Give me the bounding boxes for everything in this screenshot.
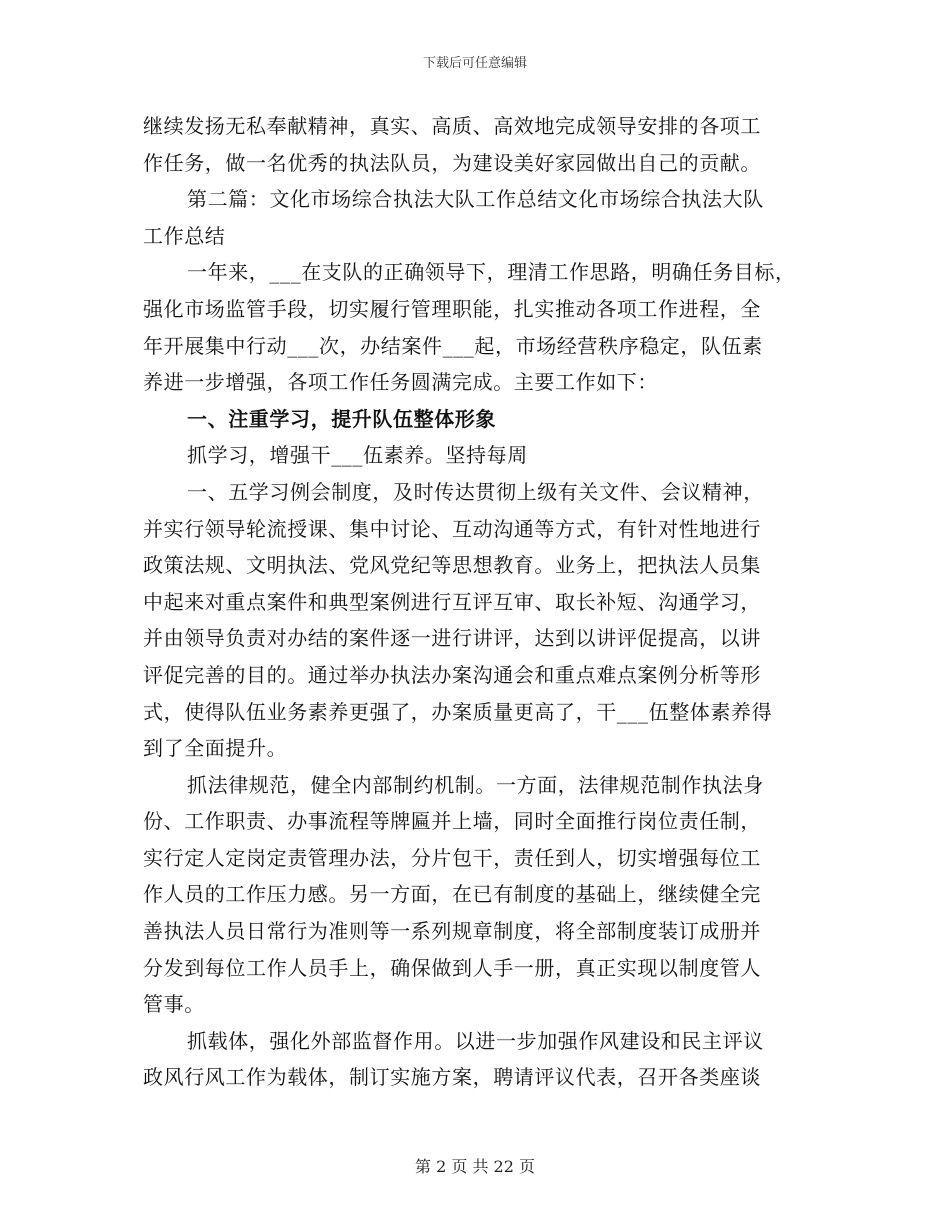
- body-line: 年开展集中行动___次，办结案件___起，市场经营秩序稳定，队伍素: [143, 333, 763, 358]
- header-note: 下载后可任意编辑: [422, 56, 527, 71]
- subheading: 一、注重学习，提升队伍整体形象: [187, 406, 496, 431]
- body-line: 管事。: [143, 992, 205, 1017]
- body-line: 作人员的工作压力感。另一方面，在已有制度的基础上，继续健全完: [143, 882, 761, 907]
- body-line: 到了全面提升。: [143, 736, 288, 761]
- body-line: 继续发扬无私奉献精神，真实、高质、高效地完成领导安排的各项工: [143, 114, 761, 138]
- body-line: 分发到每位工作人员手上，确保做到人手一册，真正实现以制度管人: [143, 955, 761, 980]
- section-title-line: 工作总结: [143, 223, 226, 248]
- body-line: 式，使得队伍业务素养更强了，办案质量更高了，干___伍整体素养得: [143, 699, 773, 724]
- body-line: 并实行领导轮流授课、集中讨论、互动沟通等方式，有针对性地进行: [143, 516, 761, 541]
- body-line: 抓载体，强化外部监督作用。以进一步加强作风建设和民主评议: [187, 1028, 764, 1053]
- body-line: 政风行风工作为载体，制订实施方案，聘请评议代表，召开各类座谈: [143, 1065, 761, 1090]
- body-line: 实行定人定岗定责管理办法，分片包干，责任到人，切实增强每位工: [143, 845, 761, 870]
- body-line: 政策法规、文明执法、党风党纪等思想教育。业务上，把执法人员集: [143, 553, 761, 578]
- body-line: 善执法人员日常行为准则等一系列规章制度，将全部制度装订成册并: [143, 919, 761, 944]
- body-line: 抓法律规范，健全内部制约机制。一方面，法律规范制作执法身: [187, 772, 764, 797]
- section-title-line: 第二篇：文化市场综合执法大队工作总结文化市场综合执法大队: [187, 187, 764, 212]
- body-line: 评促完善的目的。通过举办执法办案沟通会和重点难点案例分析等形: [143, 662, 761, 687]
- body-line: 一年来，___在支队的正确领导下，理清工作思路，明确任务目标，: [187, 260, 796, 285]
- body-line: 作任务，做一名优秀的执法队员，为建设美好家园做出自己的贡献。: [143, 150, 761, 175]
- page-number: 第 2 页 共 22 页: [415, 1157, 535, 1176]
- body-line: 份、工作职责、办事流程等牌匾并上墙，同时全面推行岗位责任制，: [143, 809, 761, 834]
- document-body: [143, 108, 813, 1096]
- body-line: 养进一步增强，各项工作任务圆满完成。主要工作如下：: [143, 370, 658, 395]
- body-line: 中起来对重点案件和典型案例进行互评互审、取长补短、沟通学习，: [143, 589, 761, 614]
- body-line: 强化市场监管手段，切实履行管理职能，扎实推动各项工作进程，全: [143, 296, 761, 321]
- body-line: 抓学习，增强干___伍素养。坚持每周: [187, 443, 528, 468]
- body-line: 一、五学习例会制度，及时传达贯彻上级有关文件、会议精神，: [187, 479, 764, 504]
- body-line: 并由领导负责对办结的案件逐一进行讲评，达到以讲评促提高，以讲: [143, 626, 761, 651]
